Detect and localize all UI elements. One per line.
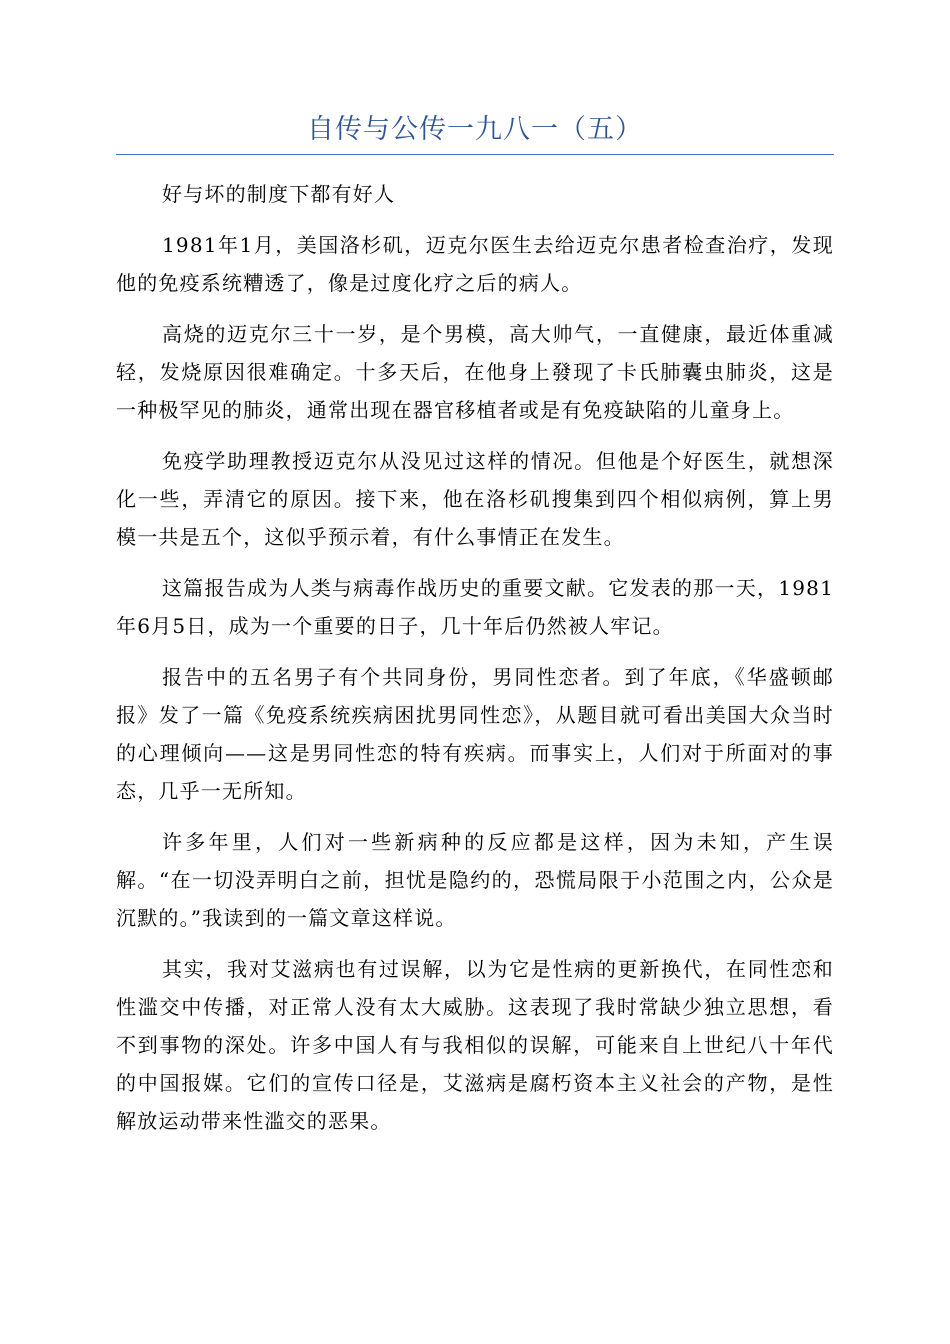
paragraph: 1981年1月，美国洛杉矶，迈克尔医生去给迈克尔患者检查治疗，发现他的免疫系统糟透了，像是过度化疗之后的病人。 — [116, 233, 834, 295]
paragraph: 免疫学助理教授迈克尔从没见过这样的情况。但他是个好医生，就想深化一些，弄清它的原因。接下来，他在洛杉矶搜集到四个相似病例，算上男模一共是五个，这似乎预示着，有什么事情正在发生。 — [116, 449, 834, 549]
document-title: 自传与公传一九八一（五） — [307, 114, 643, 145]
paragraph: 报告中的五名男子有个共同身份，男同性恋者。到了年底，《华盛顿邮报》发了一篇《免疫系统疾病困扰男同性恋》，从题目就可看出美国大众当时的心理倾向——这是男同性恋的特有疾病。而事实上，人们对于所面对的事态，几乎一无所知。 — [116, 665, 834, 803]
title-underline — [116, 154, 834, 155]
paragraph: 其实，我对艾滋病也有过误解，以为它是性病的更新换代，在同性恋和性滥交中传播，对正常人没有太大威胁。这表现了我时常缺少独立思想，看不到事物的深处。许多中国人有与我相似的误解，可能来自上世纪八十年代的中国报媒。它们的宣传口径是，艾滋病是腐朽资本主义社会的产物，是性解放运动带来性滥交的恶果。 — [116, 957, 834, 1133]
paragraph: 高烧的迈克尔三十一岁，是个男模，高大帅气，一直健康，最近体重减轻，发烧原因很难确定。十多天后，在他身上發现了卡氏肺囊虫肺炎，这是一种极罕见的肺炎，通常出现在器官移植者或是有免疫缺陷的儿童身上。 — [116, 322, 834, 422]
document-body — [116, 175, 834, 1153]
paragraph-subtitle: 好与坏的制度下都有好人 — [162, 182, 396, 206]
paragraph: 这篇报告成为人类与病毒作战历史的重要文献。它发表的那一天，1981年6月5日，成为一个重要的日子，几十年后仍然被人牢记。 — [116, 576, 834, 638]
paragraph: 许多年里，人们对一些新病种的反应都是这样，因为未知，产生误解。“在一切没弄明白之前，担忧是隐约的，恐慌局限于小范围之内，公众是沉默的。”我读到的一篇文章这样说。 — [116, 830, 834, 930]
